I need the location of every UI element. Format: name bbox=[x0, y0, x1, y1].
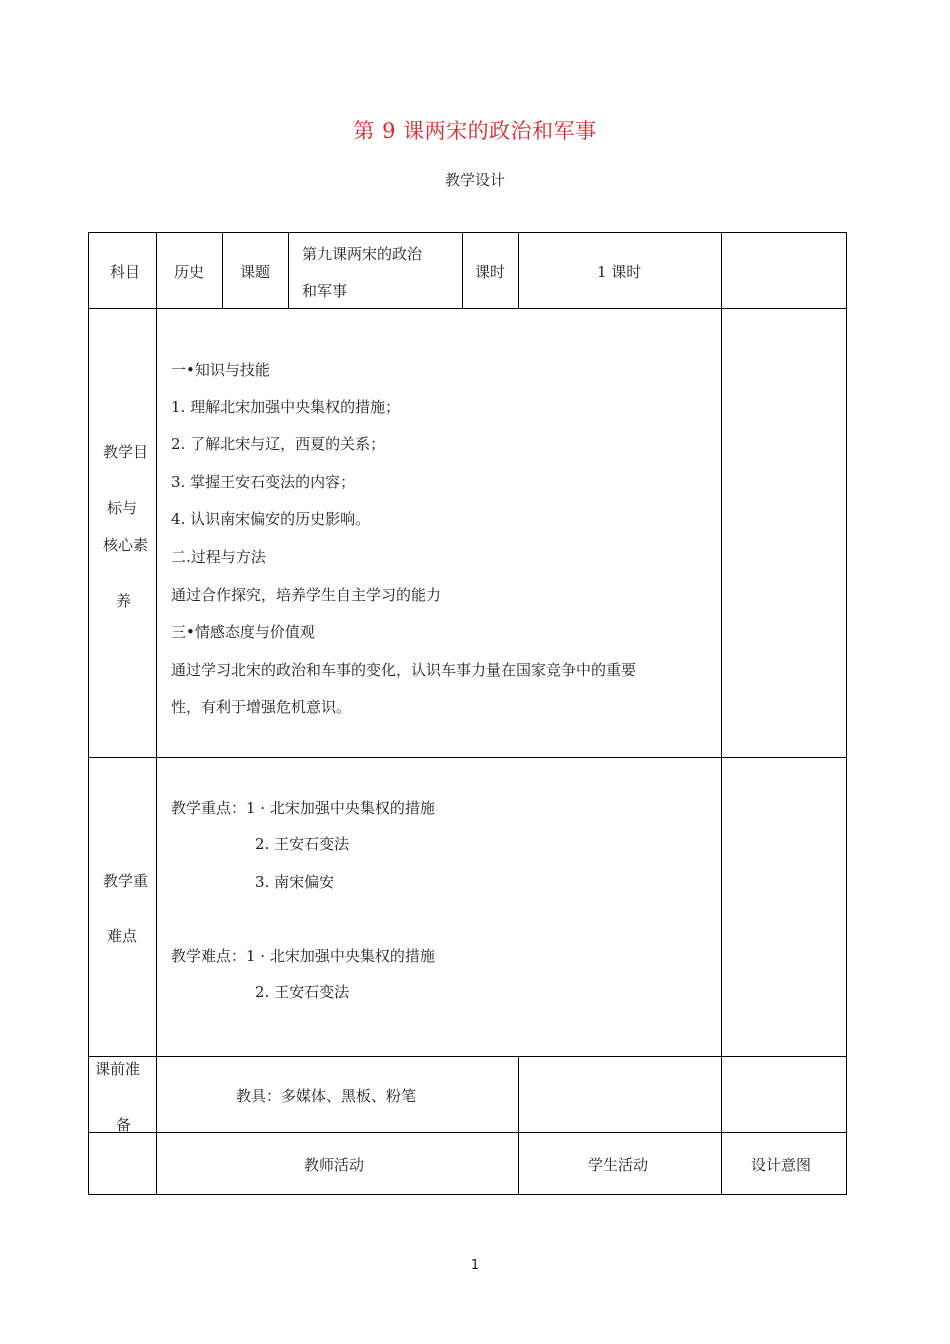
difficulty-line: 教学难点：1 · 北宋加强中央集权的措施 bbox=[171, 947, 435, 965]
goals-line: 4. 认识南宋偏安的历史影响。 bbox=[171, 510, 371, 528]
student-activity-header: 学生活动 bbox=[588, 1156, 649, 1174]
goals-line: 通过学习北宋的政治和车事的变化，认识车事力量在国家竞争中的重要 bbox=[171, 661, 637, 679]
keypoints-label-line: 难点 bbox=[107, 927, 138, 945]
goals-line: 3. 掌握王安石变法的内容； bbox=[171, 473, 356, 491]
goals-line: 性，有利于增强危机意识。 bbox=[171, 698, 352, 716]
goals-line: 通过合作探究，培养学生自主学习的能力 bbox=[171, 586, 442, 604]
prep-label-line: 备 bbox=[116, 1116, 132, 1134]
goals-line: 一•知识与技能 bbox=[171, 361, 270, 379]
topic-value-line2: 和军事 bbox=[302, 282, 348, 300]
design-intent-header: 设计意图 bbox=[751, 1156, 812, 1174]
goals-line: 二.过程与方法 bbox=[171, 548, 266, 566]
goals-label-line: 核心素 bbox=[103, 536, 149, 554]
goals-label-line: 养 bbox=[116, 592, 132, 610]
page-subtitle: 教学设计 bbox=[444, 171, 505, 189]
subject-label: 科目 bbox=[110, 263, 141, 281]
goals-line: 2. 了解北宋与辽，西夏的关系； bbox=[171, 435, 386, 453]
key-point-line: 3. 南宋偏安 bbox=[255, 873, 335, 891]
page-title: 第 9 课两宋的政治和军事 bbox=[353, 119, 597, 143]
hours-value: 1 课时 bbox=[597, 263, 642, 281]
key-point-line: 教学重点：1 · 北宋加强中央集权的措施 bbox=[171, 799, 435, 817]
goals-label-line: 教学目 bbox=[103, 443, 149, 461]
keypoints-label-line: 教学重 bbox=[103, 872, 149, 890]
hours-label: 课时 bbox=[475, 263, 506, 281]
goals-label-line: 标与 bbox=[107, 499, 138, 517]
prep-label-line: 课前准 bbox=[95, 1060, 141, 1078]
page-number: 1 bbox=[470, 1258, 480, 1273]
goals-line: 1. 理解北宋加强中央集权的措施； bbox=[171, 398, 401, 416]
topic-value-line1: 第九课两宋的政治 bbox=[302, 245, 423, 263]
subject-value: 历史 bbox=[174, 263, 205, 281]
teacher-activity-header: 教师活动 bbox=[304, 1156, 365, 1174]
difficulty-line: 2. 王安石变法 bbox=[255, 983, 350, 1001]
topic-label: 课题 bbox=[240, 263, 271, 281]
key-point-line: 2. 王安石变法 bbox=[255, 835, 350, 853]
goals-line: 三•情感态度与价值观 bbox=[171, 623, 315, 641]
prep-value: 教具：多媒体、黑板、粉笔 bbox=[236, 1087, 417, 1105]
